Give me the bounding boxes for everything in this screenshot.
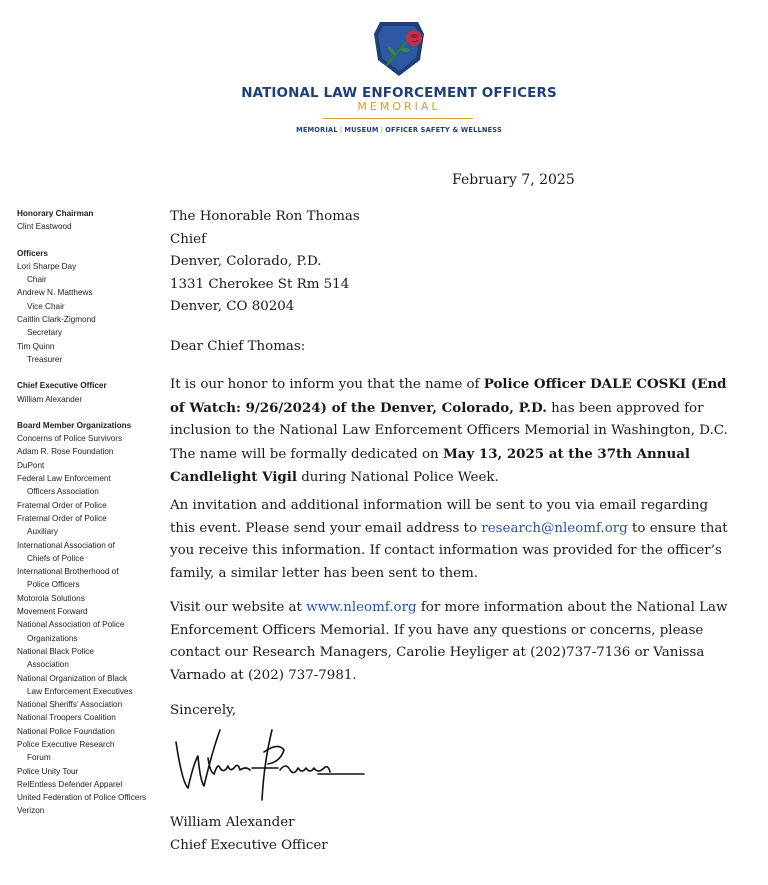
p1-text-c: has been approved for inclusion to the National Law Enforcement Officers Memorial in Washington, D.C. The name will be formally dedicated on (170, 400, 728, 462)
board-org-item: Chiefs of Police (27, 553, 84, 563)
tagline-museum: MUSEUM (344, 126, 379, 134)
board-org-item: National Organization of Black (17, 673, 128, 683)
recipient-dept: Denver, Colorado, P.D. (170, 254, 322, 269)
signer-title: Chief Executive Officer (170, 837, 328, 853)
ceo-heading: Chief Executive Officer (17, 381, 107, 391)
signer-name: William Alexander (170, 815, 295, 830)
board-org-item: Motorola Solutions (17, 593, 85, 603)
officers-heading: Officers (17, 248, 48, 258)
board-org-item: National Troopers Coalition (17, 713, 116, 723)
vigil-date: May 13, 2025 at the 37th Annual Candlelight Vigil (170, 445, 690, 485)
p3-text-a: Visit our website at (170, 600, 307, 615)
p1-text-e: during National Police Week. (296, 470, 499, 485)
salutation: Dear Chief Thomas: (170, 339, 306, 354)
org-name: NATIONAL LAW ENFORCEMENT OFFICERS (241, 85, 557, 101)
gold-divider (323, 118, 473, 119)
p2-text-b: to ensure that you receive this information. If contact information was provided for the officer’s family, a similar letter has been sent to them. (170, 520, 728, 581)
officer-name: Tim Quinn (17, 341, 55, 351)
handwritten-signature (168, 722, 368, 808)
board-org-item: Verizon (17, 806, 45, 816)
sidebar-board-list (17, 207, 165, 818)
ceo-name: William Alexander (17, 394, 83, 404)
board-org-item: DuPont (17, 460, 45, 470)
shield-rose-logo-icon (366, 16, 432, 80)
board-org-item: International Association of (17, 540, 115, 550)
board-org-item: Federal Law Enforcement (17, 474, 111, 484)
tagline-safety: OFFICER SAFETY & WELLNESS (385, 126, 502, 134)
board-org-item: Police Officers (27, 580, 80, 590)
letterhead (0, 0, 768, 150)
letter-date: February 7, 2025 (452, 172, 575, 188)
p3-text-b: for more information about the National Law Enforcement Officers Memorial. If you have any questions or concerns, please contact our Research Managers, Carolie Heyliger at (202)737-7136 or Vanissa Varnado at (202) 737-7981. (170, 600, 728, 683)
board-org-item: Law Enforcement Executives (27, 686, 133, 696)
board-org-item: Association (27, 660, 69, 670)
board-org-list (17, 432, 165, 818)
officer-role: Secretary (27, 328, 63, 338)
board-org-item: Movement Forward (17, 607, 88, 617)
p1-text-a: It is our honor to inform you that the name of (170, 377, 484, 392)
board-org-item: Officers Association (27, 487, 99, 497)
officer-name: Andrew N. Matthews (17, 288, 93, 298)
honorary-name: Clint Eastwood (17, 222, 72, 232)
website-link[interactable]: www.nleomf.org (306, 600, 417, 615)
officer-name: Lori Sharpe Day (17, 261, 77, 271)
board-org-item: National Black Police (17, 646, 94, 656)
recipient-address (170, 206, 730, 319)
board-heading: Board Member Organizations (17, 420, 132, 430)
board-org-item: Fraternal Order of Police (17, 513, 107, 523)
board-org-item: Auxiliary (27, 527, 58, 537)
closing: Sincerely, (170, 703, 237, 718)
board-org-item: United Federation of Police Officers (17, 793, 147, 803)
recipient-city: Denver, CO 80204 (170, 299, 295, 314)
paragraph-invitation (170, 495, 730, 585)
board-org-item: Forum (27, 753, 51, 763)
board-org-item: RelEntless Defender Apparel (17, 779, 123, 789)
paragraph-website (170, 597, 730, 687)
signer-block (170, 812, 730, 857)
board-org-item: Police Executive Research (17, 739, 115, 749)
tagline: MEMORIAL | MUSEUM | OFFICER SAFETY & WELLNESS (296, 126, 502, 134)
officer-role: Treasurer (27, 354, 63, 364)
board-org-item: International Brotherhood of (17, 567, 119, 577)
officer-role: Chair (27, 275, 47, 285)
paragraph-honor (170, 373, 730, 490)
p2-text-a: An invitation and additional information will be sent to you via email regarding this event. Please send your email address to (170, 498, 709, 536)
board-org-item: National Sheriffs’ Association (17, 700, 123, 710)
board-org-item: Police Unity Tour (17, 766, 79, 776)
recipient-name: The Honorable Ron Thomas (170, 209, 360, 224)
board-org-item: National Police Foundation (17, 726, 115, 736)
org-subtitle: MEMORIAL (357, 100, 441, 113)
board-org-item: Fraternal Order of Police (17, 500, 107, 510)
recipient-title: Chief (170, 231, 207, 247)
honorary-heading: Honorary Chairman (17, 209, 94, 218)
officer-name: Caitlin Clark-Zigmond (17, 315, 96, 325)
board-org-item: Concerns of Police Survivors (17, 434, 123, 444)
board-org-item: National Association of Police (17, 620, 125, 630)
board-org-item: Adam R. Rose Foundation (17, 447, 114, 457)
email-link[interactable]: research@nleomf.org (481, 520, 628, 536)
recipient-street: 1331 Cherokee St Rm 514 (170, 276, 350, 292)
officer-honoree: Police Officer DALE COSKI (End of Watch: 9/26/2024) of the Denver, Colorado, P.D. (170, 376, 727, 416)
board-org-item: Organizations (27, 633, 78, 643)
officer-role: Vice Chair (27, 301, 65, 311)
tagline-memorial: MEMORIAL (296, 126, 338, 134)
